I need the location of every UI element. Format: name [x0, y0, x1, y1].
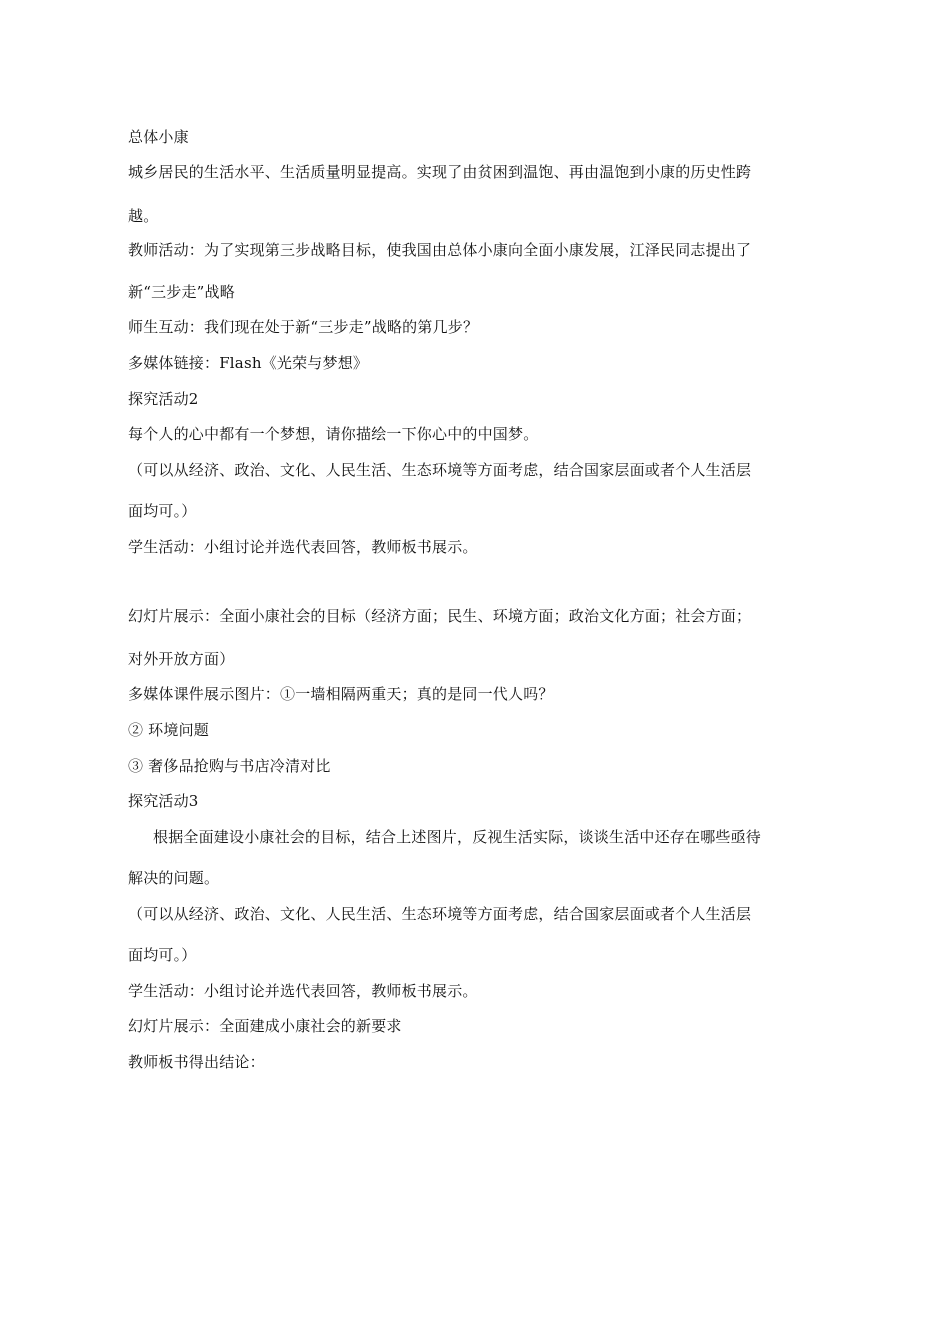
text-line: 新“三步走”战略 [128, 283, 235, 301]
text-line: 每个人的心中都有一个梦想，请你描绘一下你心中的中国梦。 [128, 425, 539, 443]
text-line-teacher-activity: 教师活动：为了实现第三步战略目标，使我国由总体小康向全面小康发展，江泽民同志提出了 [128, 241, 752, 259]
text-line: （可以从经济、政治、文化、人民生活、生态环境等方面考虑，结合国家层面或者个人生活层 [128, 461, 752, 479]
text-line-student-activity: 学生活动：小组讨论并选代表回答，教师板书展示。 [128, 538, 478, 556]
text-line: 面均可。） [128, 502, 197, 520]
text-line-media-images: 多媒体课件展示图片：①一墙相隔两重天；真的是同一代人吗？ [128, 685, 554, 703]
text-line-media-link: 多媒体链接：Flash《光荣与梦想》 [128, 354, 369, 372]
text-line-slide-display: 幻灯片展示：全面小康社会的目标（经济方面；民生、环境方面；政治文化方面；社会方面； [128, 607, 752, 625]
text-line-interaction: 师生互动：我们现在处于新“三步走”战略的第几步？ [128, 318, 479, 336]
text-line: 面均可。） [128, 946, 197, 964]
text-line-heading-overall-xiaokang: 总体小康 [128, 128, 189, 146]
text-line: （可以从经济、政治、文化、人民生活、生态环境等方面考虑，结合国家层面或者个人生活层 [128, 905, 752, 923]
text-line: 越。 [128, 207, 159, 225]
text-line: 城乡居民的生活水平、生活质量明显提高。实现了由贫困到温饱、再由温饱到小康的历史性跨 [128, 163, 752, 181]
text-line-teacher-conclusion: 教师板书得出结论： [128, 1053, 265, 1071]
text-line: 对外开放方面） [128, 650, 235, 668]
text-line: 解决的问题。 [128, 869, 220, 887]
text-line-student-activity: 学生活动：小组讨论并选代表回答，教师板书展示。 [128, 982, 478, 1000]
text-line-heading-activity-3: 探究活动3 [128, 792, 199, 810]
text-line: ③ 奢侈品抢购与书店冷清对比 [128, 757, 331, 775]
text-line: 根据全面建设小康社会的目标，结合上述图片，反视生活实际，谈谈生活中还存在哪些亟待 [153, 828, 762, 846]
text-line: ② 环境问题 [128, 721, 209, 739]
text-line-heading-activity-2: 探究活动2 [128, 390, 199, 408]
text-line-slide-display: 幻灯片展示：全面建成小康社会的新要求 [128, 1017, 402, 1035]
